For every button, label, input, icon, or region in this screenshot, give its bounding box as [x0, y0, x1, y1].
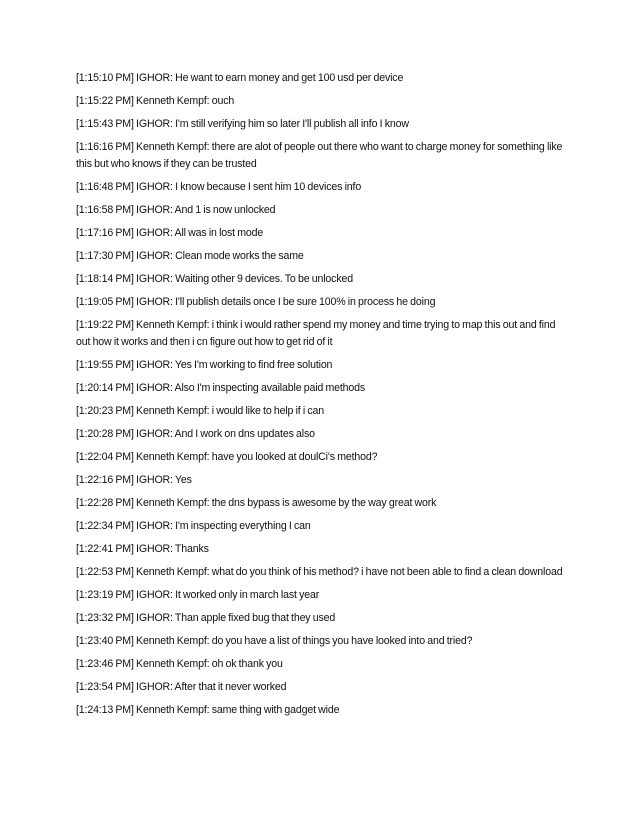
chat-line: [1:19:05 PM] IGHOR: I'll publish details once I be sure 100% in process he doing: [76, 296, 436, 308]
chat-line: [1:15:43 PM] IGHOR: I'm still verifying him so later I'll publish all info I know: [76, 118, 409, 130]
chat-line: [1:22:04 PM] Kenneth Kempf: have you looked at doulCi's method?: [76, 451, 378, 463]
chat-transcript: [76, 70, 566, 725]
chat-line: [1:16:16 PM] Kenneth Kempf: there are alot of people out there who want to charge money for something like this but who knows if they can be trusted: [76, 141, 563, 170]
chat-line: [1:19:22 PM] Kenneth Kempf: i think i would rather spend my money and time trying to map this out and find out how it works and then i cn figure out how to get rid of it: [76, 319, 556, 348]
chat-line: [1:23:46 PM] Kenneth Kempf: oh ok thank you: [76, 658, 283, 670]
chat-line: [1:22:16 PM] IGHOR: Yes: [76, 474, 192, 486]
chat-line: [1:17:30 PM] IGHOR: Clean mode works the same: [76, 250, 304, 262]
chat-line: [1:22:28 PM] Kenneth Kempf: the dns bypass is awesome by the way great work: [76, 497, 437, 509]
chat-line: [1:23:54 PM] IGHOR: After that it never worked: [76, 681, 287, 693]
chat-line: [1:18:14 PM] IGHOR: Waiting other 9 devices. To be unlocked: [76, 273, 353, 285]
chat-line: [1:19:55 PM] IGHOR: Yes I'm working to find free solution: [76, 359, 333, 371]
chat-line: [1:20:28 PM] IGHOR: And I work on dns updates also: [76, 428, 315, 440]
chat-line: [1:17:16 PM] IGHOR: All was in lost mode: [76, 227, 264, 239]
chat-line: [1:23:32 PM] IGHOR: Than apple fixed bug that they used: [76, 612, 336, 624]
chat-line: [1:20:23 PM] Kenneth Kempf: i would like to help if i can: [76, 405, 325, 417]
chat-line: [1:22:41 PM] IGHOR: Thanks: [76, 543, 209, 555]
chat-line: [1:15:22 PM] Kenneth Kempf: ouch: [76, 95, 235, 107]
chat-line: [1:24:13 PM] Kenneth Kempf: same thing with gadget wide: [76, 704, 340, 716]
chat-line: [1:16:58 PM] IGHOR: And 1 is now unlocked: [76, 204, 276, 216]
chat-line: [1:23:40 PM] Kenneth Kempf: do you have a list of things you have looked into and tried?: [76, 635, 473, 647]
chat-line: [1:23:19 PM] IGHOR: It worked only in march last year: [76, 589, 320, 601]
chat-line: [1:20:14 PM] IGHOR: Also I'm inspecting available paid methods: [76, 382, 366, 394]
chat-line: [1:15:10 PM] IGHOR: He want to earn money and get 100 usd per device: [76, 72, 404, 84]
chat-line: [1:22:53 PM] Kenneth Kempf: what do you think of his method? i have not been able to find a clean download: [76, 566, 563, 578]
chat-line: [1:16:48 PM] IGHOR: I know because I sent him 10 devices info: [76, 181, 362, 193]
chat-line: [1:22:34 PM] IGHOR: I'm inspecting everything I can: [76, 520, 311, 532]
